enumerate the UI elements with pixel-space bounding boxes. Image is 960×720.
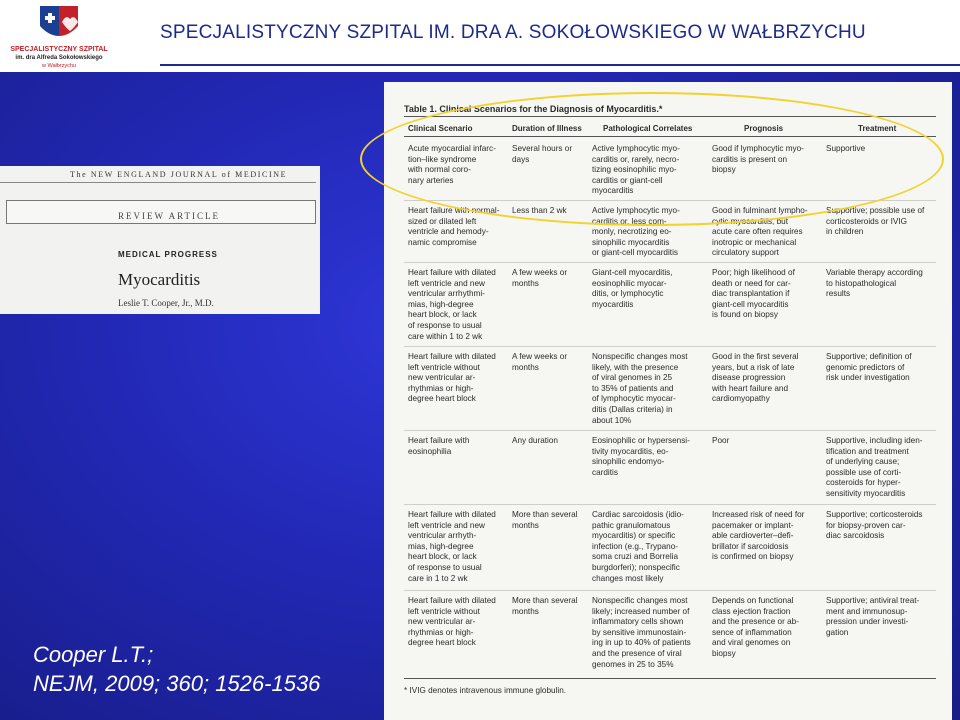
row1-prognosis: Good if lymphocytic myo- carditis is present on biopsy: [712, 144, 804, 175]
citation: [33, 640, 320, 698]
table-footer-rule: [404, 678, 936, 679]
header-clinical-scenario: Clinical Scenario: [408, 124, 473, 133]
clinical-scenarios-table: [384, 82, 952, 720]
row5-prognosis: Poor: [712, 436, 730, 445]
table-footnote: * IVIG denotes intravenous immune globulin.: [404, 686, 567, 695]
row2-duration: Less than 2 wk: [512, 206, 567, 215]
row2-treatment: Supportive; possible use of corticosteroids or IVIG in children: [826, 206, 925, 237]
row1-duration: Several hours or days: [512, 144, 573, 164]
logo-text-line2: im. dra Alfreda Sokołowskiego: [15, 55, 103, 61]
row6-prognosis: Increased risk of need for pacemaker or implant- able cardioverter–defi- brillator if sarcoidosis is confirmed on biopsy: [712, 510, 805, 562]
row7-pathology: Nonspecific changes most likely; increased number of inflammatory cells shown by sensitive immunostain- ing in up to 40% of patients and the presence of viral genomes in 25 to 35%: [592, 596, 691, 669]
page-title: SPECJALISTYCZNY SZPITAL IM. DRA A. SOKOŁOWSKIEGO W WAŁBRZYCHU: [160, 22, 866, 43]
article-author: Leslie T. Cooper, Jr., M.D.: [118, 298, 214, 308]
row7-prognosis: Depends on functional class ejection fraction and the presence or ab- sence of inflammation and viral genomes on biopsy: [712, 596, 799, 658]
row-divider: [404, 590, 936, 591]
row3-prognosis: Poor; high likelihood of death or need for car- diac transplantation if giant-cell myocarditis is found on biopsy: [712, 268, 795, 320]
row6-pathology: Cardiac sarcoidosis (idio- pathic granulomatous myocarditis) or specific infection (e.g., Trypano- soma cruzi and Borrelia burgdorferi); nonspecific changes most likely: [592, 510, 684, 583]
row-divider: [404, 200, 936, 201]
hospital-emblem-icon: [4, 2, 114, 46]
row2-scenario: Heart failure with normal- sized or dilated left ventricle and hemody- namic compromise: [408, 206, 500, 247]
row5-treatment: Supportive, including iden- tification and treatment of underlying cause; possible use of corti- costeroids for hyper- sensitivity myocarditis: [826, 436, 923, 498]
header-prognosis: Prognosis: [744, 124, 784, 133]
row5-scenario: Heart failure with eosinophilia: [408, 436, 470, 456]
row1-scenario: Acute myocardial infarc- tion–like syndrome with normal coro- nary arteries: [408, 144, 496, 185]
article-title: Myocarditis: [118, 270, 201, 289]
row-divider: [404, 504, 936, 505]
row6-treatment: Supportive; corticosteroids for biopsy-proven car- diac sarcoidosis: [826, 510, 923, 541]
row2-prognosis: Good in fulminant lympho- cytic myocarditis, but acute care often requires inotropic or mechanical circulatory support: [712, 206, 808, 258]
row6-duration: More than several months: [512, 510, 578, 530]
hospital-logo: [4, 2, 114, 72]
row-divider: [404, 430, 936, 431]
masthead-rule: [0, 182, 316, 183]
row4-pathology: Nonspecific changes most likely, with the presence of viral genomes in 25 to 35% of patients and of lymphocytic myocar- ditis (Dallas criteria) in about 10%: [592, 352, 688, 425]
row6-scenario: Heart failure with dilated left ventricle and new ventricular arrhyth- mias, high-degree heart block, or lack of response to usual care in 1 to 2 wk: [408, 510, 496, 583]
row5-duration: Any duration: [512, 436, 558, 445]
row5-pathology: Eosinophilic or hypersensi- tivity myocarditis, eo- sinophilic endomyo- carditis: [592, 436, 690, 477]
header-bar: [0, 0, 960, 72]
row4-scenario: Heart failure with dilated left ventricle without new ventricular ar- rhythmias or high- degree heart block: [408, 352, 496, 404]
row3-scenario: Heart failure with dilated left ventricle and new ventricular arrhythmi- mias, high-degree heart block, or lack of response to usual care within 1 to 2 wk: [408, 268, 496, 341]
journal-masthead: The NEW ENGLAND JOURNAL of MEDICINE: [70, 170, 288, 179]
row-divider: [404, 346, 936, 347]
row4-prognosis: Good in the first several years, but a risk of late disease progression with heart failure and cardiomyopathy: [712, 352, 799, 404]
row3-treatment: Variable therapy according to histopathological results: [826, 268, 923, 299]
header-pathology: Pathological Correlates: [603, 124, 693, 133]
header-treatment: Treatment: [858, 124, 897, 133]
row7-duration: More than several months: [512, 596, 578, 616]
article-section: MEDICAL PROGRESS: [118, 250, 218, 259]
header-duration: Duration of Illness: [512, 124, 582, 133]
logo-text-line1: SPECJALISTYCZNY SZPITAL: [10, 46, 108, 53]
citation-author: Cooper L.T.;: [33, 642, 154, 667]
row-divider: [404, 262, 936, 263]
row7-scenario: Heart failure with dilated left ventricle without new ventricular ar- rhythmias or high- degree heart block: [408, 596, 496, 648]
logo-text-line3: w Wałbrzychu: [41, 63, 77, 69]
table-header-rule: [404, 136, 936, 137]
table-title: Table 1. Clinical Scenarios for the Diagnosis of Myocarditis.*: [404, 104, 663, 114]
header-divider: [160, 64, 960, 66]
row2-pathology: Active lymphocytic myo- carditis or, less com- monly, necrotizing eo- sinophilic myocarditis or giant-cell myocarditis: [592, 206, 680, 258]
table-title-rule: [404, 116, 936, 117]
journal-clipping: [0, 166, 320, 314]
article-type: REVIEW ARTICLE: [118, 211, 221, 221]
row1-pathology: Active lymphocytic myo- carditis or, rarely, necro- tizing eosinophilic myo- carditis or giant-cell myocarditis: [592, 144, 680, 196]
row3-pathology: Giant-cell myocarditis, eosinophilic myocar- ditis, or lymphocytic myocarditis: [592, 268, 673, 309]
row4-treatment: Supportive; definition of genomic predictors of risk under investigation: [826, 352, 912, 383]
citation-reference: NEJM, 2009; 360; 1526-1536: [33, 671, 321, 696]
row7-treatment: Supportive; antiviral treat- ment and immunosup- pression under investi- gation: [826, 596, 920, 637]
row3-duration: A few weeks or months: [512, 268, 568, 288]
row1-treatment: Supportive: [826, 144, 866, 153]
row4-duration: A few weeks or months: [512, 352, 568, 372]
